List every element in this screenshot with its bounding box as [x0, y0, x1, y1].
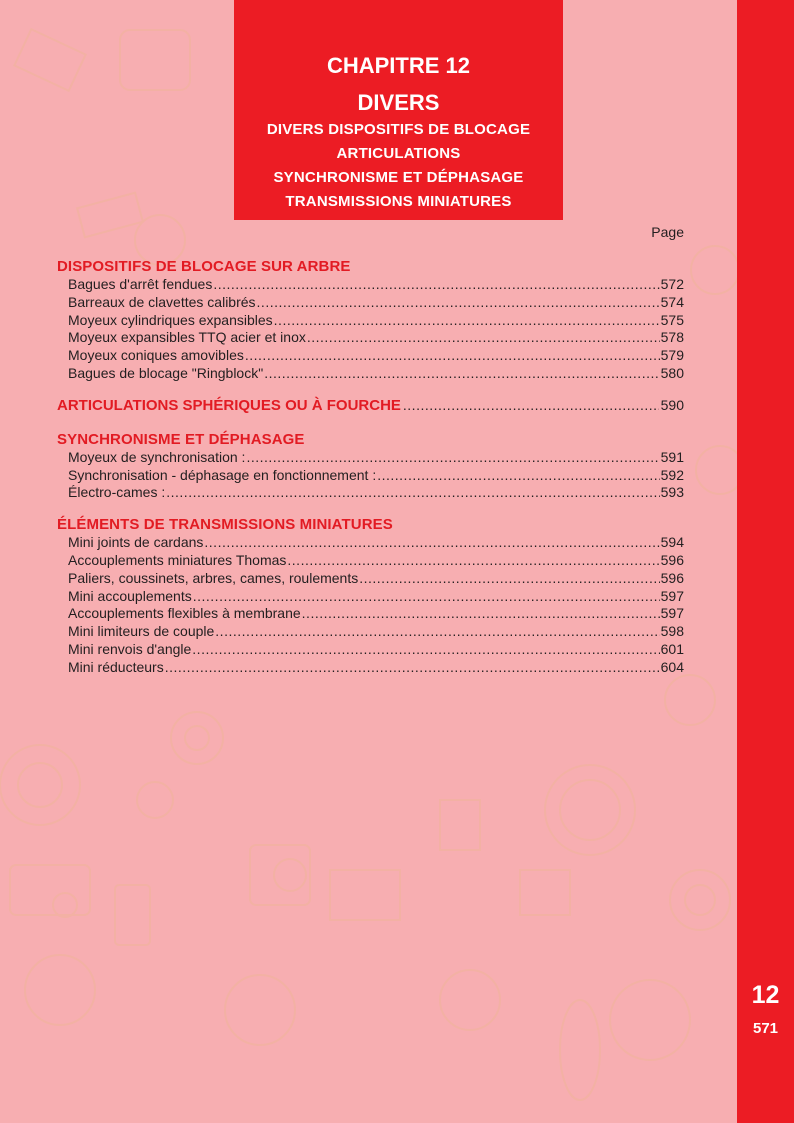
dot-leader — [193, 588, 660, 606]
chapter-label: CHAPITRE 12 — [326, 53, 471, 78]
chapter-subtitle: SYNCHRONISME ET DÉPHASAGE — [273, 169, 524, 186]
dot-leader — [213, 276, 659, 294]
toc-entry-label: Barreaux de clavettes calibrés — [68, 293, 256, 310]
toc-entry[interactable] — [68, 467, 684, 485]
dot-leader — [359, 570, 659, 588]
dot-leader — [215, 623, 659, 641]
toc-entry[interactable] — [68, 570, 684, 588]
toc-entry-label: Synchronisation - déphasage en fonctionnement : — [68, 466, 377, 483]
toc-entry-page: 592 — [660, 466, 684, 483]
toc-entry-page: 574 — [660, 293, 684, 310]
toc-entry-label: Bagues de blocage "Ringblock" — [68, 364, 264, 381]
side-tab-chapter-number: 12 — [751, 981, 780, 1009]
toc-entry[interactable] — [68, 605, 684, 623]
toc-entry-page: 575 — [660, 311, 684, 328]
chapter-title: DIVERS — [357, 90, 440, 115]
toc-entry-page: 580 — [660, 364, 684, 381]
toc-section-title: DISPOSITIFS DE BLOCAGE SUR ARBRE — [57, 258, 351, 275]
toc-entry[interactable] — [68, 276, 684, 294]
toc-entry[interactable] — [68, 641, 684, 659]
toc-entry[interactable] — [68, 312, 684, 330]
toc-entry-page: 593 — [660, 484, 684, 501]
toc-entry-page: 590 — [660, 396, 684, 413]
dot-leader — [307, 329, 660, 347]
toc-entry[interactable] — [68, 552, 684, 570]
toc-entry-label: Accouplements flexibles à membrane — [68, 605, 301, 622]
dot-leader — [192, 641, 659, 659]
toc-entry-label: Mini accouplements — [68, 587, 192, 604]
chapter-subtitle: DIVERS DISPOSITIFS DE BLOCAGE — [266, 121, 531, 138]
toc-entry-page: 601 — [660, 640, 684, 657]
dot-leader — [274, 312, 660, 330]
toc-entry[interactable] — [68, 534, 684, 552]
toc-entry-label: Paliers, coussinets, arbres, cames, roulements — [68, 569, 359, 586]
dot-leader — [403, 397, 659, 413]
dot-leader — [264, 365, 659, 383]
toc-entry-page: 598 — [660, 623, 684, 640]
toc-entry-page: 594 — [660, 534, 684, 551]
toc-section-entry[interactable] — [57, 397, 684, 415]
toc-entry-label: Mini réducteurs — [68, 658, 164, 675]
toc-entry[interactable] — [68, 294, 684, 312]
page-number: 571 — [752, 1020, 779, 1037]
dot-leader — [287, 552, 659, 570]
dot-leader — [166, 484, 659, 502]
toc-entry[interactable] — [68, 659, 684, 677]
toc-entry-label: Moyeux cylindriques expansibles — [68, 311, 273, 328]
toc-entry[interactable] — [68, 365, 684, 383]
toc-entry-page: 597 — [660, 605, 684, 622]
toc-entry-page: 596 — [660, 569, 684, 586]
toc-entry-page: 596 — [660, 551, 684, 568]
toc-entry-label: Moyeux expansibles TTQ acier et inox — [68, 329, 306, 346]
toc-section-title: SYNCHRONISME ET DÉPHASAGE — [57, 430, 305, 448]
dot-leader — [377, 467, 659, 485]
dot-leader — [204, 534, 659, 552]
toc-entry-page: 604 — [660, 658, 684, 675]
toc-entry[interactable] — [68, 347, 684, 365]
toc-entry-label: Mini joints de cardans — [68, 534, 204, 551]
dot-leader — [257, 294, 660, 312]
toc-entry[interactable] — [68, 329, 684, 347]
dot-leader — [246, 449, 659, 467]
toc-entry-label: Accouplements miniatures Thomas — [68, 551, 287, 568]
table-of-contents — [57, 258, 684, 677]
toc-entry-label: Moyeux coniques amovibles — [68, 347, 244, 364]
chapter-subtitle: TRANSMISSIONS MINIATURES — [285, 193, 512, 210]
chapter-header-box — [234, 0, 563, 220]
toc-entry[interactable] — [68, 449, 684, 467]
toc-entry-page: 591 — [660, 448, 684, 465]
dot-leader — [165, 659, 660, 677]
dot-leader — [302, 605, 660, 623]
toc-entry[interactable] — [68, 588, 684, 606]
toc-entry[interactable] — [68, 484, 684, 502]
toc-entry-label: Moyeux de synchronisation : — [68, 448, 246, 465]
toc-entry-label: Mini renvois d'angle — [68, 640, 192, 657]
dot-leader — [245, 347, 660, 365]
toc-entry[interactable] — [68, 623, 684, 641]
toc-entry-label: Électro-cames : — [68, 484, 166, 501]
toc-entry-page: 572 — [660, 276, 684, 292]
toc-entry-page: 579 — [660, 347, 684, 364]
page-column-label: Page — [651, 224, 684, 240]
chapter-side-tab — [737, 0, 794, 1123]
toc-section-title: ÉLÉMENTS DE TRANSMISSIONS MINIATURES — [57, 516, 393, 534]
toc-entry-page: 597 — [660, 587, 684, 604]
toc-entry-page: 578 — [660, 329, 684, 346]
toc-section-title: ARTICULATIONS SPHÉRIQUES OU À FOURCHE — [57, 396, 401, 414]
toc-entry-label: Bagues d'arrêt fendues — [68, 276, 213, 292]
toc-entry-label: Mini limiteurs de couple — [68, 623, 215, 640]
chapter-subtitle: ARTICULATIONS — [336, 145, 461, 162]
